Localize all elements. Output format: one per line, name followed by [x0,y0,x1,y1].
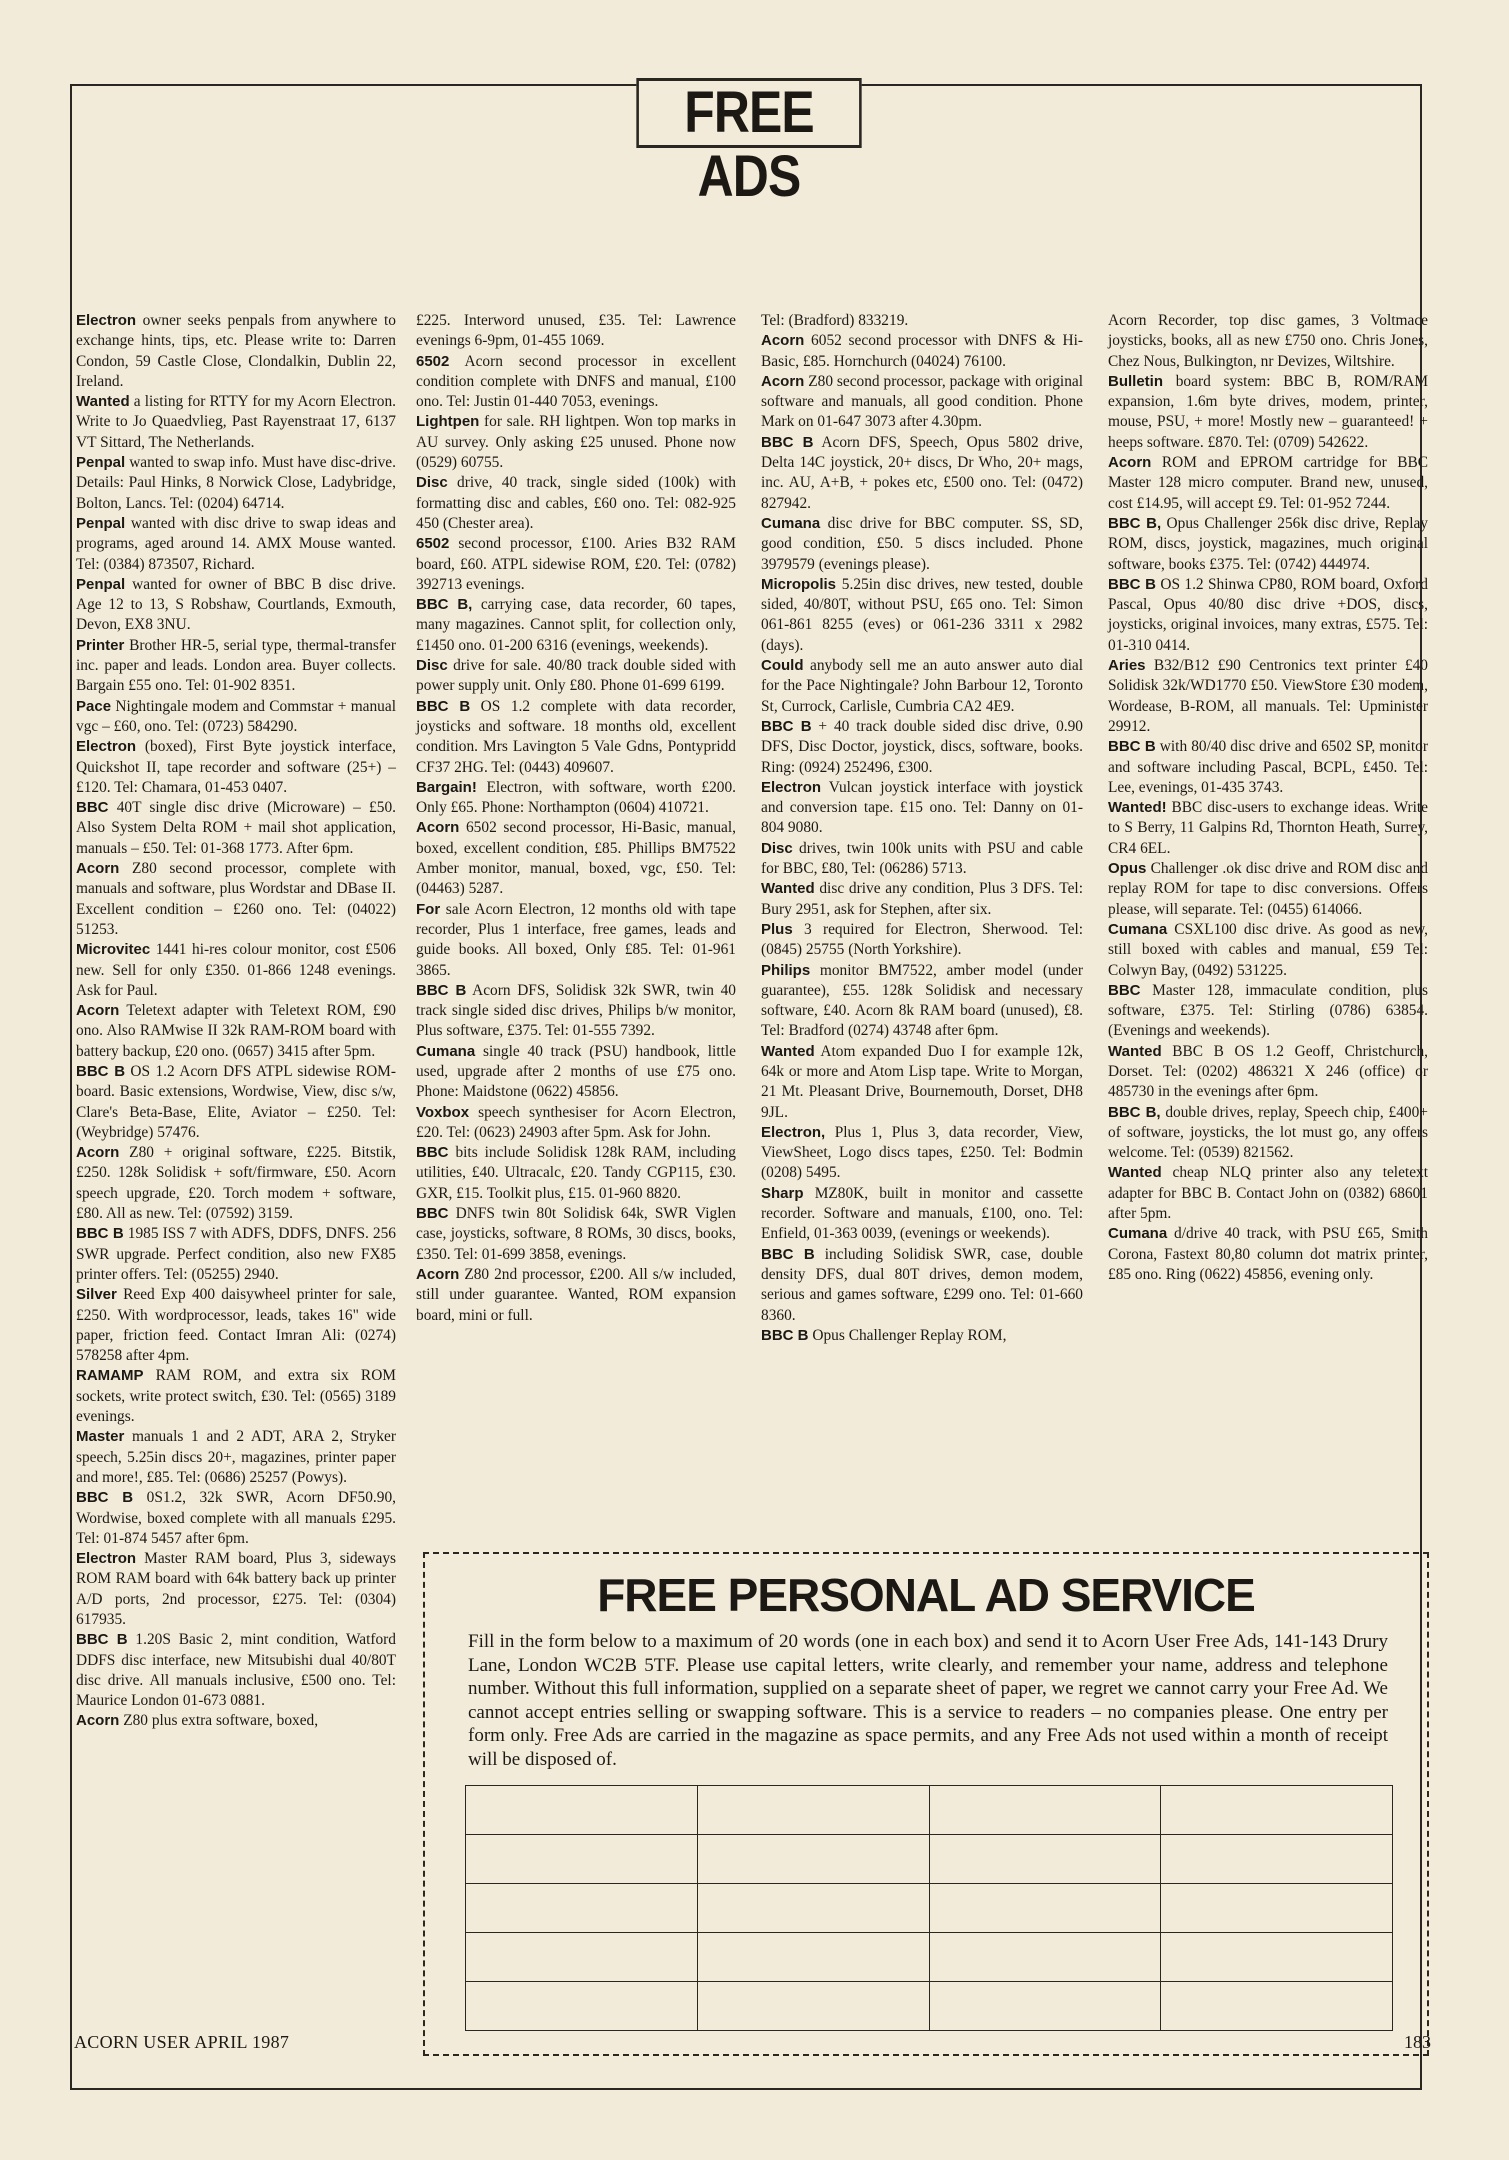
word-box[interactable] [929,1884,1161,1933]
classified-ad [416,697,736,778]
ad-body-text: for sale. RH lightpen. Won top marks in AU survey. Only asking £25 unused. Phone now (0529) 60755. [416,413,736,472]
ad-body-text: Nightingale modem and Commstar + manual vgc – £60, ono. Tel: (0723) 584290. [76,697,396,735]
word-box[interactable] [697,1835,929,1884]
classified-ad [761,311,1083,331]
ad-lead-word: BBC B [416,697,471,715]
ad-lead-word: Disc [416,657,448,675]
ad-lead-word: Disc [416,474,448,492]
classified-ad [761,1042,1083,1123]
ad-lead-word: Bargain! [416,778,477,796]
classified-ad [1108,737,1428,798]
ad-lead-word: Voxbox [416,1103,470,1121]
classified-ad [761,778,1083,839]
ad-body-text: bits include Solidisk 128k RAM, including utilities, £40. Ultracalc, £20. Tandy CGP115, £30. GXR, £15. Toolkit plus, £15. 01-960 8820. [416,1144,736,1202]
ad-lead-word: Disc [761,839,793,857]
classified-ad [416,1143,736,1204]
ad-body-text: OS 1.2 Acorn DFS ATPL sidewise ROM-board. Basic extensions, Wordwise, View, disc s/w, Clare's Beta-Base, Elite, Aviator – £250. Tel: (Weybridge) 57476. [76,1062,396,1141]
ad-lead-word: Electron, [761,1123,826,1141]
ad-lead-word: Silver [76,1286,117,1304]
ad-lead-word: BBC B [1108,575,1156,593]
ad-lead-word: Wanted [1108,1042,1162,1060]
service-instructions: Fill in the form below to a maximum of 20 words (one in each box) and send it to Acorn User Free Ads, 141-143 Drury Lane, London WC2B 5TF. Please use capital letters, write clearly, and remember your name, address and telephone number. Without this full information, supplied on a separate sheet of paper, we regret we cannot carry your Free Ad. We cannot accept entries selling or swapping software. This is a service to readers – no companies please. One entry per form only. Free Ads are carried in the magazine as space permits, and any Free Ads not used within a month of receipt will be disposed of. [468,1631,1388,1770]
word-box[interactable] [697,1786,929,1835]
ad-body-text: single 40 track (PSU) handbook, little used, upgrade after 2 months of use £75 ono. Phone: Maidstone (0622) 45856. [416,1042,736,1101]
classified-ad [416,900,736,981]
ad-body-text: cheap NLQ printer also any teletext adapter for BBC B. Contact John on (0382) 68601 after 5pm. [1108,1164,1428,1223]
classified-ad [76,859,396,940]
ad-lead-word: Acorn [76,860,120,878]
ad-lead-word: 6502 [416,535,450,553]
word-box[interactable] [1161,1786,1393,1835]
classified-ad [76,636,396,697]
ad-lead-word: Acorn [76,1002,120,1020]
ad-body-text: ROM and EPROM cartridge for BBC Master 128 micro computer. Brand new, unused, cost £14.95, will accept £9. Tel: 01-952 7244. [1108,454,1428,512]
word-box[interactable] [697,1982,929,2031]
ad-lead-word: BBC B [1108,738,1156,756]
classified-ad [416,311,736,352]
ad-body-text: 1.20S Basic 2, mint condition, Watford DDFS disc interface, new Mitsubishi dual 40/80T disc drive. All manuals inclusive, £500 ono. Tel: Maurice London 01-673 0881. [76,1631,396,1710]
ad-lead-word: Printer [76,636,125,654]
classified-ad [1108,920,1428,981]
classified-ad [761,1326,1083,1346]
ad-body-text: wanted with disc drive to swap ideas and programs, aged around 14. AMX Mouse wanted. Tel: (0384) 873507, Richard. [76,514,396,573]
ad-body-text: RAM ROM, and extra six ROM sockets, write protect switch, £30. Tel: (0565) 3189 evenings. [76,1367,396,1426]
word-box[interactable] [929,1933,1161,1982]
ad-lead-word: For [416,900,441,918]
word-box[interactable] [929,1786,1161,1835]
word-box[interactable] [466,1884,698,1933]
ad-lead-word: Sharp [761,1184,804,1202]
classified-ad [1108,1103,1428,1164]
ad-lead-word: Electron [76,1550,137,1568]
ad-body-text: DNFS twin 80t Solidisk 64k, SWR Viglen case, joysticks, software, 8 ROMs, 30 discs, books, £350. Tel: 01-699 3858, evenings. [416,1205,736,1263]
classified-ad [761,433,1083,514]
classified-ad [1108,311,1428,372]
classified-ad [761,372,1083,433]
classified-ad [76,1630,396,1711]
ad-lead-word: Pace [76,697,112,715]
page-title: FREE ADS [636,78,861,148]
ad-lead-word: Bulletin [1108,372,1163,390]
word-box[interactable] [466,1835,698,1884]
ad-body-text: 5.25in disc drives, new tested, double sided, 40/80T, without PSU, £65 ono. Tel: Simon 061-861 8255 (eves) or 061-236 3311 x 2982 (days). [761,575,1083,654]
ad-lead-word: Could [761,657,804,675]
ad-body-text: + 40 track double sided disc drive, 0.90 DFS, Disc Doctor, joystick, discs, software, books. Ring: (0924) 252496, £300. [761,717,1084,776]
ad-body-text: (boxed), First Byte joystick interface, Quickshot II, tape recorder and software (25+) – £120. Tel: Chamara, 01-453 0407. [76,738,396,796]
ad-lead-word: Wanted [761,880,815,898]
ad-body-text: manuals 1 and 2 ADT, ARA 2, Stryker speech, 5.25in discs 20+, magazines, printer paper and more!, £85. Tel: (0686) 25257 (Powys). [76,1428,396,1486]
ad-lead-word: BBC [76,799,109,817]
ads-column-3 [761,311,1083,1556]
ad-body-text: OS 1.2 Shinwa CP80, ROM board, Oxford Pascal, Opus 40/80 disc drive +DOS, discs, joysticks, original invoices, many extras, £575. Tel: 01-310 0414. [1108,575,1428,654]
ad-lead-word: RAMAMP [76,1367,144,1385]
ad-body-text: second processor, £100. Aries B32 RAM board, £60. ATPL sidewise ROM, £20. Tel: (0782) 392713 evenings. [416,535,736,593]
ad-body-text: double drives, replay, Speech chip, £400+ of software, joysticks, the lot must go, any offers welcome. Tel: (0539) 821562. [1108,1103,1428,1162]
ads-column-1 [76,311,396,2055]
classified-ad [76,392,396,453]
personal-ad-service-box [423,1552,1429,2056]
ad-lead-word: Electron [76,312,137,329]
ad-lead-word: Cumana [761,514,821,532]
word-box[interactable] [1161,1835,1393,1884]
ad-lead-word: BBC [1108,981,1141,999]
classified-ad [76,575,396,636]
ad-lead-word: BBC [416,1205,449,1223]
ad-lead-word: Opus [1108,860,1147,878]
word-box[interactable] [466,1933,698,1982]
ad-body-text: wanted for owner of BBC B disc drive. Age 12 to 13, S Robshaw, Courtlands, Exmouth, Devon, EX8 3NU. [76,575,396,634]
word-box[interactable] [929,1982,1161,2031]
classified-ad [1108,981,1428,1042]
ad-entry-grid [465,1785,1393,2031]
ad-body-text: Opus Challenger 256k disc drive, Replay ROM, discs, joystick, magazines, much original software, books £375. Tel: (0742) 444974. [1108,514,1428,573]
classified-ad [76,798,396,859]
classified-ad [1108,575,1428,656]
ad-body-text: B32/B12 £90 Centronics text printer £40 Solidisk 32k/WD1770 £50. ViewStore £30 modem, Wordease, B-ROM, all manuals. Tel: Upminister 29912. [1108,657,1428,735]
ad-body-text: with 80/40 disc drive and 6502 SP, monitor and software including Pascal, BCPL, £450. Tel: Lee, evenings, 01-435 3743. [1108,738,1428,796]
ad-body-text: Acorn DFS, Solidisk 32k SWR, twin 40 track single sided disc drives, Philips b/w monitor, Plus software, £375. Tel: 01-555 7392. [416,981,736,1040]
ad-body-text: Electron, with software, worth £200. Only £65. Phone: Northampton (0604) 410721. [416,778,736,817]
ad-lead-word: Lightpen [416,413,480,431]
classified-ad [416,473,736,534]
ad-lead-word: Acorn [416,819,460,837]
classified-ad [761,1123,1083,1184]
classified-ad [76,1001,396,1062]
classified-ad [416,656,736,697]
word-box[interactable] [929,1835,1161,1884]
ad-body-text: BBC B OS 1.2 Geoff, Christchurch, Dorset. Tel: (0202) 486321 X 246 (office) or 485730 in the evenings after 6pm. [1108,1042,1428,1101]
ad-lead-word: BBC B [761,1245,815,1263]
ad-lead-word: BBC B [76,1489,134,1507]
ad-lead-word: Acorn [761,372,805,390]
ad-body-text: including Solidisk SWR, case, double density DFS, dual 80T drives, demon modem, serious and games software, £299 ono. Tel: 01-660 8360. [761,1245,1084,1324]
ad-body-text: Acorn second processor in excellent condition complete with DNFS and manual, £100 ono. Tel: Justin 01-440 7053, evenings. [416,352,736,411]
classified-ad [416,534,736,595]
classified-ad [76,311,396,392]
classified-ad [761,961,1083,1042]
ad-lead-word: Penpal [76,575,126,593]
ad-lead-word: Aries [1108,657,1146,675]
classified-ad [416,1265,736,1326]
ad-body-text: 0S1.2, 32k SWR, Acorn DF50.90, Wordwise, boxed complete with all manuals £295. Tel: 01-874 5457 after 6pm. [76,1489,396,1547]
ad-body-text: drive, 40 track, single sided (100k) with formatting disc and cables, £60 ono. Tel: 082-925 450 (Chester area). [416,474,736,532]
word-box[interactable] [1161,1884,1393,1933]
classified-ad [761,717,1083,778]
ad-body-text: 6502 second processor, Hi-Basic, manual, boxed, excellent condition, £85. Phillips BM7522 Amber monitor, manual, boxed, vgc, £50. Tel: (04463) 5287. [416,819,736,898]
classified-ad [761,1245,1083,1326]
classified-ad [416,778,736,819]
page-number: 183 [1404,2032,1431,2052]
ad-body-text: MZ80K, built in monitor and cassette recorder. Software and manuals, £100, ono. Tel: Enfield, 01-363 0039, (evenings or weekends). [761,1184,1083,1243]
ad-lead-word: Wanted [761,1042,815,1060]
classified-ad [76,1285,396,1366]
service-title: FREE PERSONAL AD SERVICE [597,1569,1255,1621]
classified-ad [761,514,1083,575]
ad-lead-word: Philips [761,961,811,979]
ad-lead-word: Electron [761,778,822,796]
ad-lead-word: BBC [416,1144,449,1162]
word-box[interactable] [466,1786,698,1835]
word-box[interactable] [466,1982,698,2031]
ad-body-text: Reed Exp 400 daisywheel printer for sale, £250. With wordprocessor, leads, takes 16" wide paper, friction feed. Contact Imran Ali: (0274) 578258 after 4pm. [76,1286,396,1365]
ad-lead-word: BBC B [76,1225,124,1243]
classified-ad [1108,859,1428,920]
ad-body-text: CSXL100 disc drive. As good as new, still boxed with cables and manual, £59 Tel: Colwyn Bay, (0492) 531225. [1108,920,1428,979]
ad-body-text: BBC disc-users to exchange ideas. Write to S Berry, 11 Galpins Rd, Thornton Heath, Surrey, CR4 6EL. [1108,799,1428,857]
classified-ad [76,697,396,738]
ad-body-text: Brother HR-5, serial type, thermal-transfer inc. paper and leads. London area. Buyer collects. Bargain £55 ono. Tel: 01-902 8351. [76,636,396,695]
classified-ad [1108,1163,1428,1224]
classified-ad [416,595,736,656]
ad-body-text: OS 1.2 complete with data recorder, joysticks and software. 18 months old, excellent condition. Mrs Lavington 5 Vale Gdns, Pontypridd CF37 2HG. Tel: (0443) 409607. [416,697,736,776]
classified-ad [761,920,1083,961]
classified-ad [761,656,1083,717]
classified-ad [416,818,736,899]
word-box[interactable] [1161,1982,1393,2031]
ad-lead-word: Plus [761,920,793,938]
ad-lead-word: Acorn [761,332,805,350]
classified-ad [76,1488,396,1549]
ad-lead-word: BBC B [761,717,812,735]
ad-body-text: carrying case, data recorder, 60 tapes, many magazines. Cannot split, for collection only, £1450 ono. 01-200 6316 (evenings, weekends). [416,596,736,654]
ad-body-text: Master RAM board, Plus 3, sideways ROM RAM board with 64k battery back up printer A/D ports, 2nd processor, £275. Tel: (0304) 617935. [76,1550,396,1628]
ad-body-text: d/drive 40 track, with PSU £65, Smith Corona, Fastext 80,80 column dot matrix printer, £85 ono. Ring (0622) 45856, evening only. [1108,1225,1428,1283]
ad-body-text: Atom expanded Duo I for example 12k, 64k or more and Atom Lisp tape. Write to Morgan, 21 Mt. Pleasant Drive, Bournemouth, Dorset, DH8 9JL. [761,1042,1083,1121]
ad-lead-word: BBC B, [1108,1103,1161,1121]
word-box[interactable] [697,1884,929,1933]
ad-lead-word: Cumana [416,1042,476,1060]
classified-ad [76,1143,396,1224]
ad-lead-word: BBC B [761,1326,809,1344]
ad-body-text: drive for sale. 40/80 track double sided with power supply unit. Only £80. Phone 01-699 6199. [416,657,736,695]
classified-ad [416,1103,736,1144]
classified-ad [1108,1224,1428,1285]
classified-ad [416,981,736,1042]
classified-ad [76,1224,396,1285]
classified-ad [1108,453,1428,514]
ad-body-text: 1441 hi-res colour monitor, cost £506 new. Sell for only £350. 01-866 1248 evenings. Ask for Paul. [76,941,396,999]
ad-lead-word: BBC B, [1108,514,1162,532]
ad-body-text: disc drive for BBC computer. SS, SD, good condition, £50. 5 discs included. Phone 3979579 (evenings please). [761,514,1083,573]
ad-body-text: Z80 plus extra software, boxed, [119,1712,319,1730]
ad-lead-word: Wanted! [1108,799,1167,817]
classified-ad [1108,656,1428,737]
ad-lead-word: Acorn [416,1265,460,1283]
ad-lead-word: Penpal [76,454,126,472]
ad-body-text: 1985 ISS 7 with ADFS, DDFS, DNFS. 256 SWR upgrade. Perfect condition, also new FX85 printer offers. Tel: (05255) 2940. [76,1225,396,1283]
classified-ad [416,412,736,473]
ad-lead-word: Microvitec [76,941,151,959]
classified-ad [76,1427,396,1488]
ad-lead-word: BBC B [76,1062,126,1080]
ad-lead-word: BBC B, [416,596,473,614]
ad-lead-word: Cumana [1108,920,1168,938]
ad-body-text: disc drive any condition, Plus 3 DFS. Tel: Bury 2951, ask for Stephen, after six. [761,880,1083,918]
ad-lead-word: Acorn [76,1712,120,1730]
ad-body-text: Z80 second processor, package with original software and manuals, all good condition. Phone Mark on 01-647 3073 after 4.30pm. [761,372,1083,431]
ad-body-text: speech synthesiser for Acorn Electron, £20. Tel: (0623) 24903 after 5pm. Ask for John. [416,1103,736,1141]
classified-ad [416,352,736,413]
ad-body-text: £225. Interword unused, £35. Tel: Lawrence evenings 6-9pm, 01-455 1069. [416,312,736,350]
ad-body-text: board system: BBC B, ROM/RAM expansion, 1.6m byte drives, modem, printer, mouse, PSU, + more! Mostly new – guaranteed! + heeps software. £870. Tel: (0709) 542622. [1108,372,1428,451]
classified-ad [76,1549,396,1630]
ad-body-text: 40T single disc drive (Microware) – £50. Also System Delta ROM + mail shot application, manuals – £50. Tel: 01-368 1773. After 6pm. [76,799,396,857]
ad-lead-word: Master [76,1428,125,1446]
classified-ad [1108,514,1428,575]
classified-ad [1108,1042,1428,1103]
classified-ad [76,737,396,798]
ad-lead-word: 6502 [416,352,450,370]
ad-body-text: a listing for RTTY for my Acorn Electron. Write to Jo Quaedvlieg, Past Rayenstraat 17, 6137 VT Sittard, The Netherlands. [76,393,396,451]
ad-body-text: Z80 + original software, £225. Bitstik, £250. 128k Solidisk + soft/firmware, £50. Acorn speech upgrade, £20. Torch modem + software, £80. All as new. Tel: (07592) 3159. [76,1144,396,1223]
ad-body-text: Acorn Recorder, top disc games, 3 Voltmace joysticks, books, all as new £750 ono. Chris Jones, Chez Nous, Bulkington, nr Devizes, Wiltshire. [1108,312,1428,370]
classified-ad [761,839,1083,880]
ad-body-text: wanted to swap info. Must have disc-drive. Details: Paul Hinks, 8 Norwick Close, Ladybridge, Bolton, Lancs. Tel: (0204) 64714. [76,454,396,512]
classified-ad [76,1711,396,1731]
ad-body-text: Master 128, immaculate condition, plus software, £375. Tel: Stirling (0786) 63854. (Evenings and weekends). [1108,981,1428,1040]
ad-lead-word: BBC B [76,1631,128,1649]
ad-body-text: Tel: (Bradford) 833219. [761,312,909,329]
ad-lead-word: Penpal [76,514,126,532]
classified-ad [1108,798,1428,859]
ad-lead-word: Acorn [1108,454,1152,472]
ad-body-text: Acorn DFS, Speech, Opus 5802 drive, Delta 14C joystick, 20+ discs, Dr Who, 20+ mags, inc. AU, A+B, + pokes etc, £500 ono. Tel: (0472) 827942. [761,433,1083,512]
classified-ad [76,1366,396,1427]
ad-body-text: owner seeks penpals from anywhere to exchange hints, tips, etc. Please write to: Darren Condon, 59 Castle Close, Clondalkin, Dublin 22, Ireland. [76,312,396,390]
ad-body-text: drives, twin 100k units with PSU and cable for BBC, £80, Tel: (06286) 5713. [761,839,1083,878]
ad-lead-word: Micropolis [761,575,837,593]
ad-body-text: Opus Challenger Replay ROM, [808,1326,1007,1344]
ad-lead-word: Wanted [1108,1164,1162,1182]
ad-body-text: Challenger .ok disc drive and ROM disc and replay ROM for tape to disc conversions. Offers please, will separate. Tel: (0455) 614066. [1108,860,1428,918]
ad-body-text: 6052 second processor with DNFS & Hi-Basic, £85. Hornchurch (04024) 76100. [761,332,1083,370]
classified-ad [416,1204,736,1265]
classified-ad [761,1184,1083,1245]
classified-ad [761,575,1083,656]
classified-ad [761,879,1083,920]
word-box[interactable] [1161,1933,1393,1982]
classified-ad [76,453,396,514]
ad-body-text: anybody sell me an auto answer auto dial for the Pace Nightingale? John Barbour 12, Toronto St, Currock, Carlisle, Cumbria CA2 4E9. [761,657,1083,715]
ad-lead-word: BBC B [416,981,467,999]
classified-ad [76,940,396,1001]
classified-ad [1108,372,1428,453]
classified-ad [416,1042,736,1103]
word-box[interactable] [697,1933,929,1982]
ad-body-text: Z80 2nd processor, £200. All s/w included, still under guarantee. Wanted, ROM expansion board, mini or full. [416,1265,736,1324]
classified-ad [761,331,1083,372]
ad-lead-word: Wanted [76,393,130,411]
ad-lead-word: Electron [76,738,137,756]
ad-body-text: sale Acorn Electron, 12 months old with tape recorder, Plus 1 interface, free games, leads and guide books. All boxed, Only £85. Tel: 01-961 3865. [416,900,736,979]
ad-body-text: 3 required for Electron, Sherwood. Tel: (0845) 25755 (North Yorkshire). [761,920,1083,959]
ad-body-text: Teletext adapter with Teletext ROM, £90 ono. Also RAMwise II 32k RAM-ROM board with battery backup, £20 ono. (0657) 3415 after 5pm. [76,1002,396,1060]
classified-ad [76,514,396,575]
ads-column-2 [416,311,736,1556]
ad-body-text: Plus 1, Plus 3, data recorder, View, ViewSheet, Logo discs tapes, £250. Tel: Bodmin (0208) 5495. [761,1123,1083,1182]
ad-body-text: Vulcan joystick interface with joystick and conversion tape. £15 ono. Tel: Danny on 01-804 9080. [761,778,1083,837]
ad-lead-word: Cumana [1108,1225,1168,1243]
footer-publication: ACORN USER APRIL 1987 [74,2032,290,2052]
ad-body-text: monitor BM7522, amber model (under guarantee), £55. 128k Solidisk and necessary software, £40. Acorn 8k RAM board (unused), £8. Tel: Bradford (0274) 43748 after 6pm. [761,961,1083,1040]
classified-ad [76,1062,396,1143]
ad-lead-word: BBC B [761,433,814,451]
ads-column-4 [1108,311,1428,1556]
ad-lead-word: Acorn [76,1144,120,1162]
ad-body-text: Z80 second processor, complete with manuals and software, plus Wordstar and DBase II. Excellent condition – £260 ono. Tel: (04022) 51253. [76,860,396,938]
